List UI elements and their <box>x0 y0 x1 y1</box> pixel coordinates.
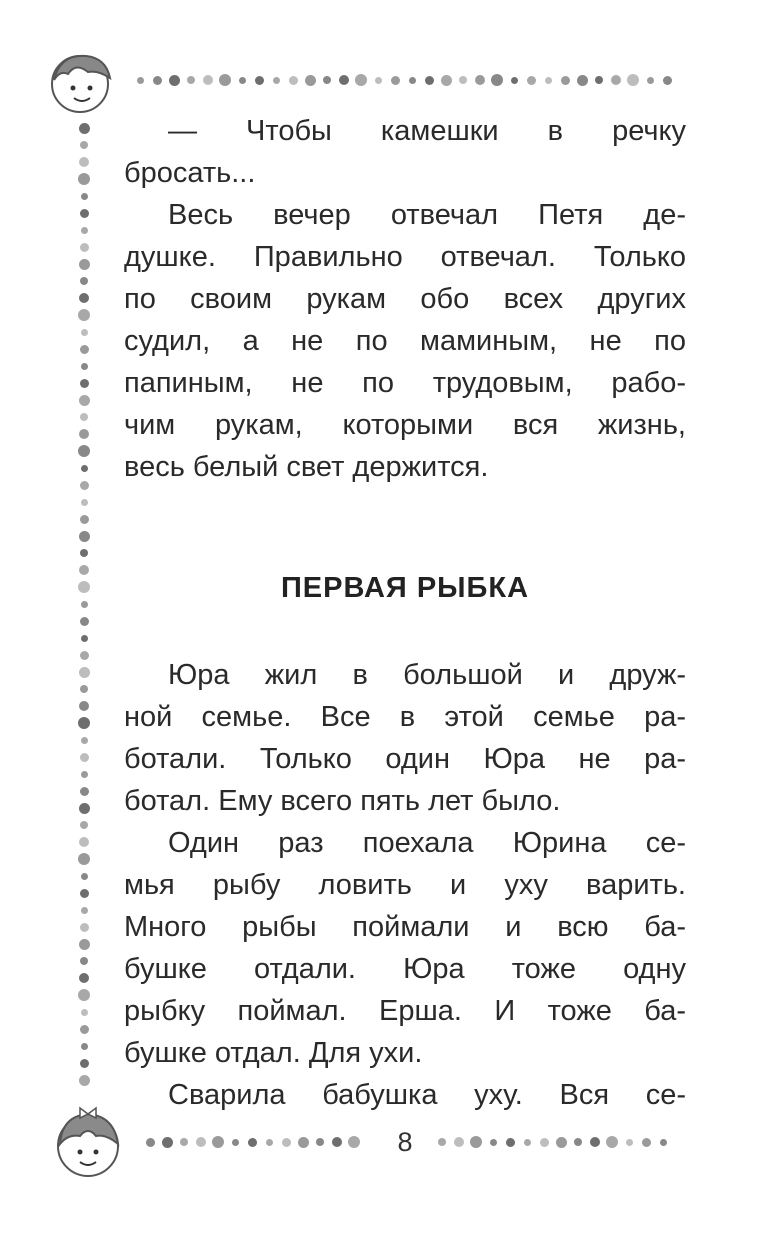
border-dot <box>391 76 400 85</box>
border-dot <box>524 1139 531 1146</box>
text-section-2 <box>124 654 686 1116</box>
text-line: по своим рукам обо всех других <box>124 283 686 315</box>
text-line: Весь вечер отвечал Петя де- <box>168 199 686 231</box>
border-dot <box>79 667 90 678</box>
border-dot <box>81 465 88 472</box>
border-dot <box>80 345 89 354</box>
girl-face-icon <box>40 40 120 120</box>
border-dot <box>80 515 89 524</box>
text-line: папиным, не по трудовым, рабо- <box>124 367 686 399</box>
border-dot <box>298 1137 309 1148</box>
text-line: судил, а не по маминым, не по <box>124 325 686 357</box>
text-line: ботал. Ему всего пять лет было. <box>124 785 561 817</box>
border-dot <box>80 379 89 388</box>
border-dot <box>80 243 89 252</box>
border-dot <box>81 1043 88 1050</box>
border-dot <box>79 429 89 439</box>
border-dot <box>375 77 382 84</box>
border-dot <box>355 74 367 86</box>
border-dot <box>80 651 89 660</box>
border-dot <box>80 889 89 898</box>
text-line: рыбку поймал. Ерша. И тоже ба- <box>124 995 686 1027</box>
border-dot <box>506 1138 515 1147</box>
text-line: бушке отдал. Для ухи. <box>124 1037 423 1069</box>
border-dot <box>80 617 89 626</box>
border-dot <box>323 76 331 84</box>
border-dot <box>248 1138 257 1147</box>
text-line: весь белый свет держится. <box>124 451 489 483</box>
border-dot <box>80 277 88 285</box>
border-dot <box>81 363 88 370</box>
border-dot <box>660 1139 667 1146</box>
border-dot <box>627 74 639 86</box>
border-dot <box>540 1138 549 1147</box>
border-dot <box>196 1137 206 1147</box>
border-dot <box>339 75 349 85</box>
border-dot <box>81 499 88 506</box>
border-dot <box>255 76 264 85</box>
border-dot <box>80 209 89 218</box>
border-dot <box>81 771 88 778</box>
border-dot <box>527 76 536 85</box>
text-line: ботали. Только один Юра не ра- <box>124 743 686 775</box>
border-dot <box>273 77 280 84</box>
border-dot <box>80 1025 89 1034</box>
border-dot <box>348 1136 360 1148</box>
border-dot <box>577 75 588 86</box>
border-dot <box>590 1137 600 1147</box>
border-dot <box>459 76 467 84</box>
border-dot <box>647 77 654 84</box>
text-line: Сварила бабушка уху. Вся се- <box>168 1079 686 1111</box>
border-dot <box>490 1139 497 1146</box>
border-dot <box>81 873 88 880</box>
border-dot <box>642 1138 651 1147</box>
border-dot <box>79 395 90 406</box>
border-dot <box>454 1137 464 1147</box>
border-dot <box>146 1138 155 1147</box>
border-dot <box>626 1139 633 1146</box>
text-line: бушке отдали. Юра тоже одну <box>124 953 686 985</box>
border-dot <box>574 1138 582 1146</box>
border-dot <box>81 227 88 234</box>
border-dot <box>470 1136 482 1148</box>
border-dot <box>79 803 90 814</box>
border-dot <box>169 75 180 86</box>
border-dot <box>409 77 416 84</box>
border-dot <box>595 76 603 84</box>
border-dot <box>162 1137 173 1148</box>
border-dot <box>561 76 570 85</box>
border-dot <box>475 75 485 85</box>
border-dot <box>79 293 89 303</box>
border-dot <box>187 76 195 84</box>
border-dot <box>180 1138 188 1146</box>
text-line: Много рыбы поймали и всю ба- <box>124 911 686 943</box>
border-dot <box>79 565 89 575</box>
text-line: ной семье. Все в этой семье ра- <box>124 701 686 733</box>
border-dot <box>79 837 89 847</box>
border-dot <box>239 77 246 84</box>
border-dot <box>556 1137 567 1148</box>
text-line: чим рукам, которыми вся жизнь, <box>124 409 686 441</box>
border-dot <box>80 685 88 693</box>
border-dot <box>79 157 89 167</box>
border-dot <box>80 923 89 932</box>
border-dot <box>80 957 88 965</box>
text-line: — Чтобы камешки в речку <box>168 115 686 147</box>
border-dot <box>606 1136 618 1148</box>
border-dot <box>316 1138 324 1146</box>
border-dot <box>511 77 518 84</box>
border-dot <box>81 907 88 914</box>
border-dot <box>282 1138 291 1147</box>
border-dot <box>81 193 88 200</box>
border-dot <box>80 549 88 557</box>
border-dot <box>81 737 88 744</box>
chapter-title: ПЕРВАЯ РЫБКА <box>280 572 530 604</box>
girl-face-icon <box>44 1100 134 1190</box>
border-dot <box>78 989 90 1001</box>
border-dot <box>78 445 90 457</box>
text-line: бросать... <box>124 157 256 189</box>
border-dot <box>80 753 89 762</box>
border-dot <box>438 1138 446 1146</box>
border-dot <box>78 853 90 865</box>
border-dot <box>79 701 89 711</box>
page-number: 8 <box>397 1127 413 1157</box>
border-dot <box>80 141 88 149</box>
border-dot <box>80 1059 89 1068</box>
border-dot <box>79 1075 90 1086</box>
border-dot <box>212 1136 224 1148</box>
border-dot <box>78 717 90 729</box>
border-dot <box>78 581 90 593</box>
border-dot <box>78 173 90 185</box>
border-dot <box>80 787 89 796</box>
border-dot <box>79 123 90 134</box>
border-dot <box>305 75 316 86</box>
border-dot <box>81 601 88 608</box>
border-dot <box>81 329 88 336</box>
text-line: Один раз поехала Юрина се- <box>168 827 686 859</box>
border-dot <box>79 531 90 542</box>
border-dot <box>137 77 144 84</box>
text-line: Юра жил в большой и друж- <box>168 659 686 691</box>
border-dot <box>80 821 88 829</box>
border-dot <box>79 973 89 983</box>
border-dot <box>79 259 90 270</box>
border-dot <box>219 74 231 86</box>
border-dot <box>545 77 552 84</box>
text-line: душке. Правильно отвечал. Только <box>124 241 686 273</box>
border-dot <box>232 1139 239 1146</box>
border-dot <box>289 76 298 85</box>
border-dot <box>81 1009 88 1016</box>
border-dot <box>80 413 88 421</box>
text-line: мья рыбу ловить и уху варить. <box>124 869 686 901</box>
border-dot <box>491 74 503 86</box>
border-dot <box>203 75 213 85</box>
border-dot <box>332 1137 342 1147</box>
border-dot <box>425 76 434 85</box>
border-dot <box>663 76 672 85</box>
border-dot <box>78 309 90 321</box>
border-dot <box>79 939 90 950</box>
border-dot <box>266 1139 273 1146</box>
text-section-1 <box>124 110 686 488</box>
border-dot <box>153 76 162 85</box>
border-dot <box>611 75 621 85</box>
border-dot <box>80 481 89 490</box>
border-dot <box>441 75 452 86</box>
border-dot <box>81 635 88 642</box>
